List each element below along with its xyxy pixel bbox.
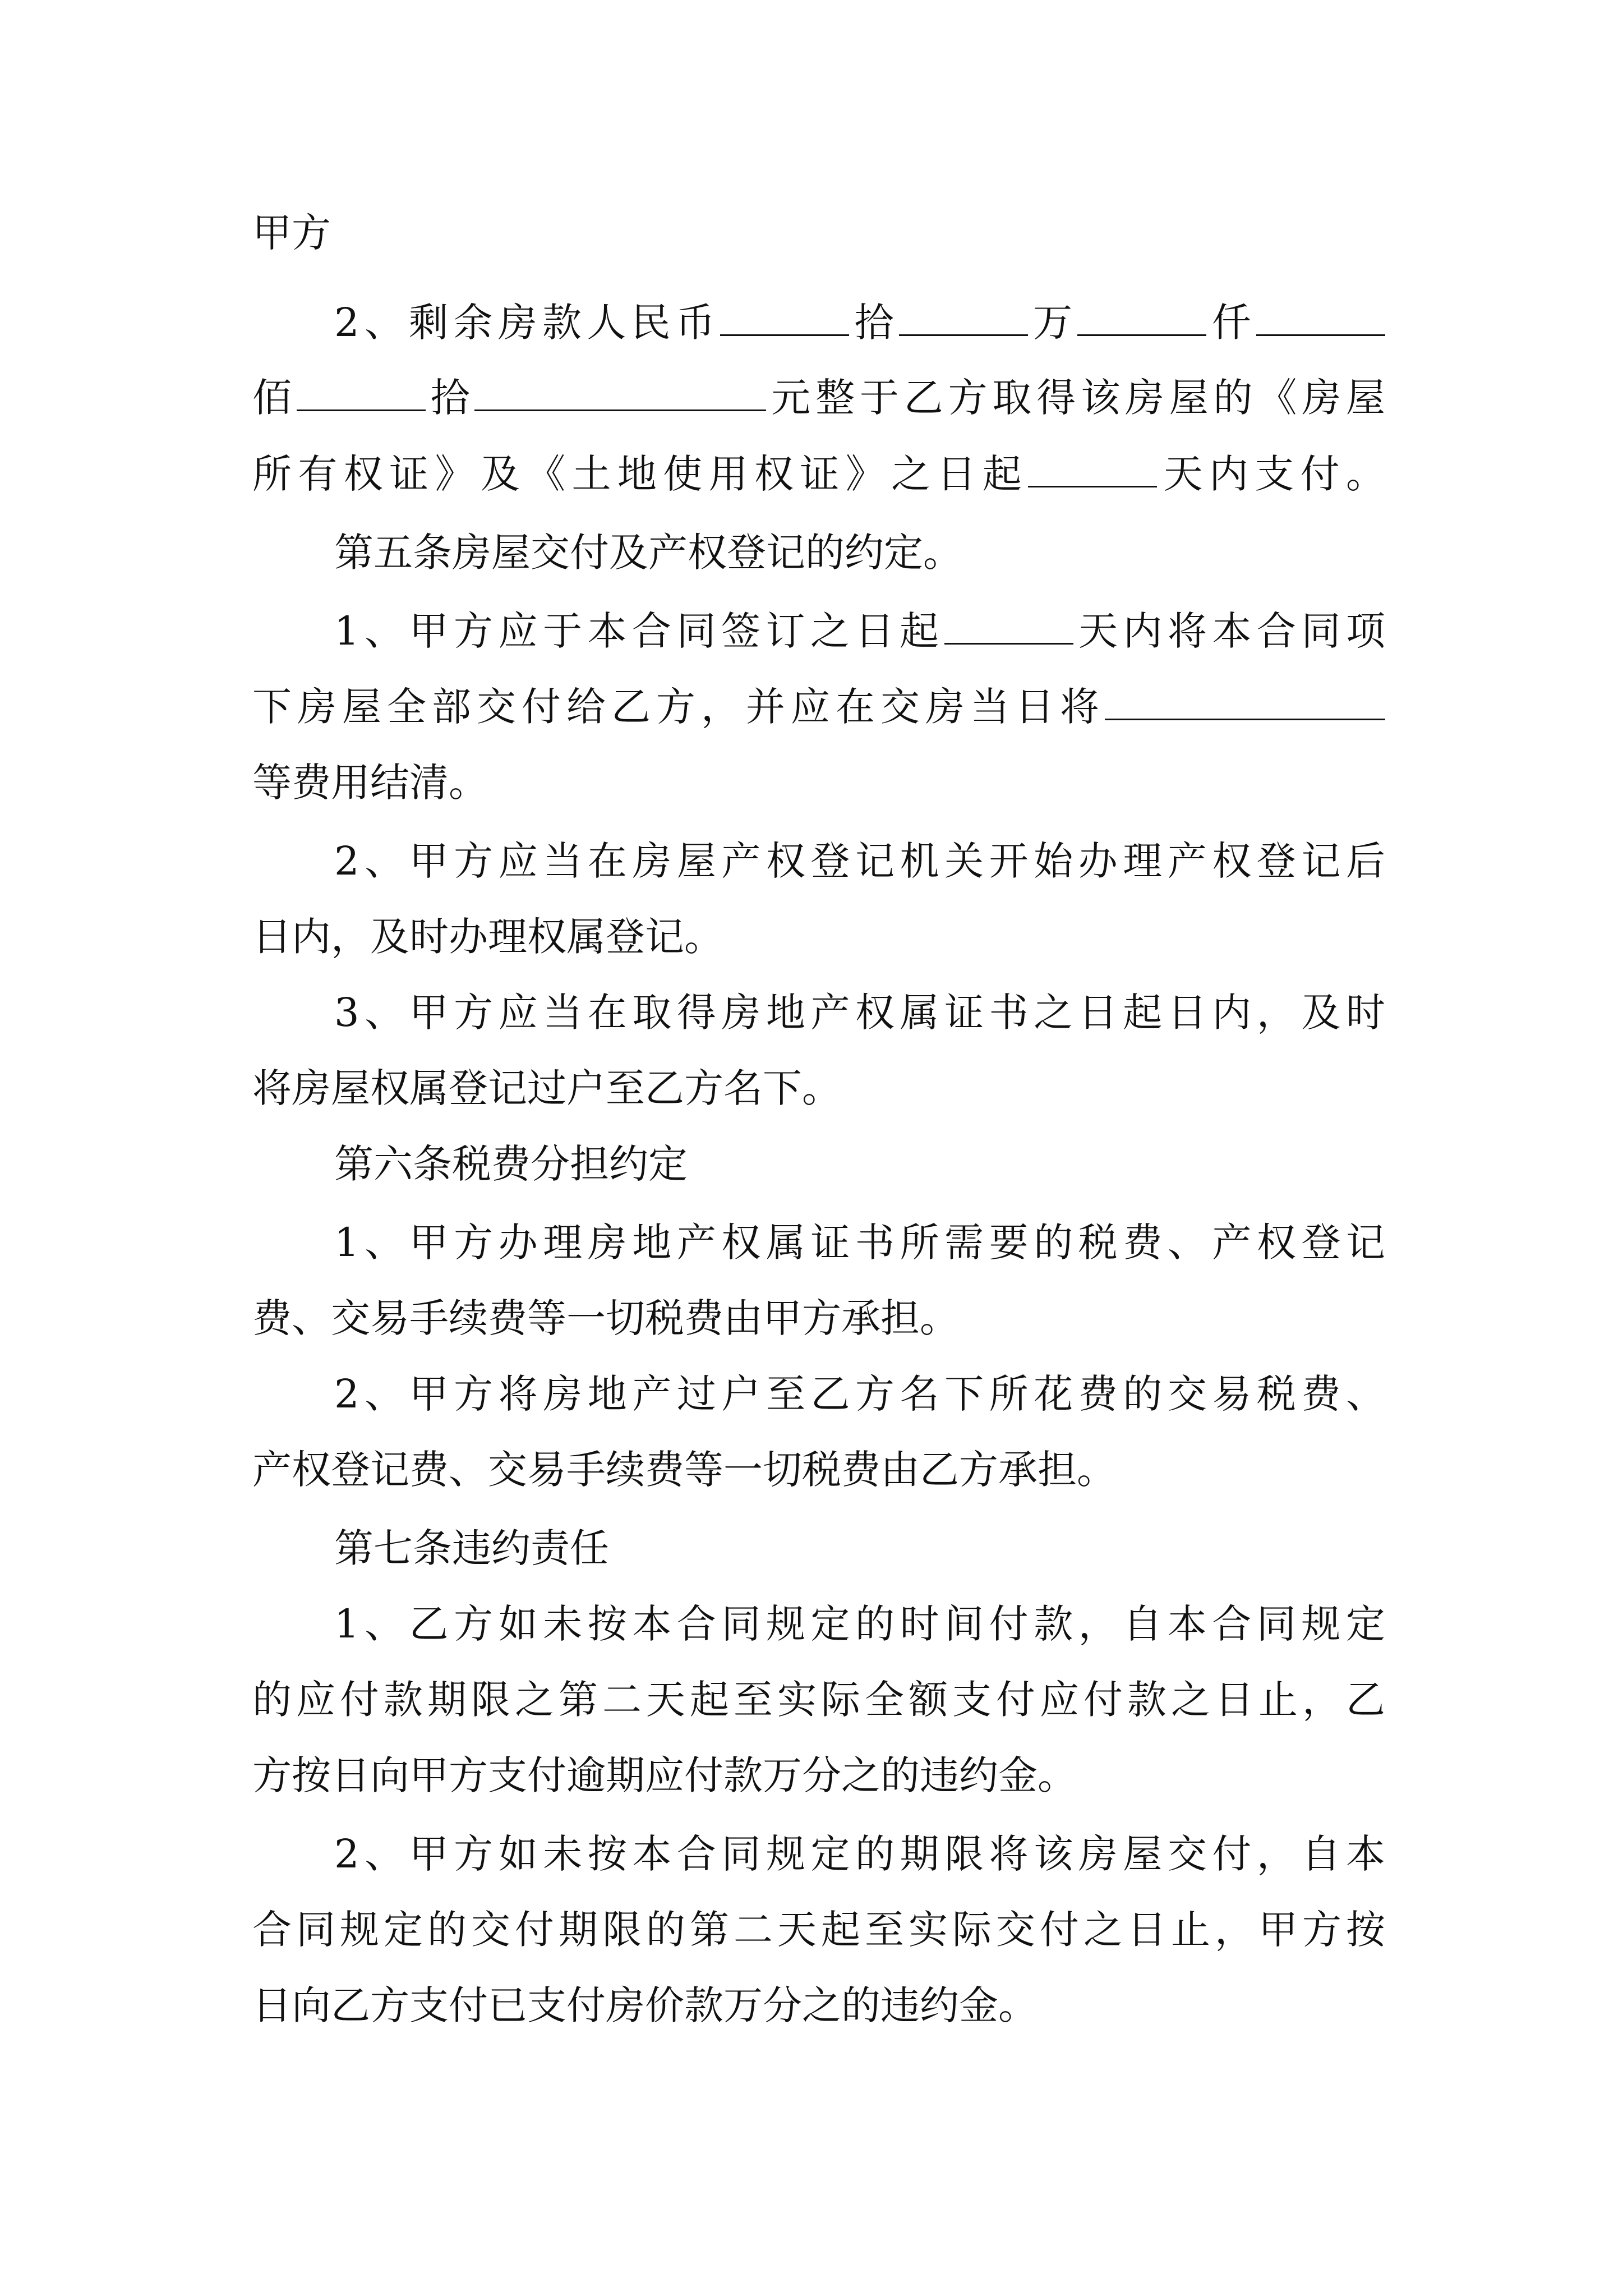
text-tax-a: 1、甲方办理房地产权属证书所需要的税费、产权登记 (334, 1220, 1385, 1266)
blank-field[interactable] (297, 377, 426, 411)
section-heading-7 (334, 1506, 1385, 1590)
text-line-breach-a-cont (252, 1888, 1385, 1972)
section-heading-6 (334, 1122, 1385, 1206)
text-unit-qian: 仟 (1206, 300, 1256, 346)
blank-field[interactable] (474, 377, 766, 411)
text-line-tax-a-cont (252, 1276, 1385, 1360)
text-certificates: 所有权证》及《土地使用权证》之日起 (252, 451, 1029, 497)
text-line-registration (334, 819, 1385, 903)
text-line-certificates (252, 432, 1385, 516)
text-unit-wan: 万 (1027, 300, 1078, 346)
text-unit-shi: 拾 (849, 300, 899, 346)
text-unit-bai: 佰 (252, 375, 297, 421)
blank-field[interactable] (899, 302, 1028, 336)
text-registration: 2、甲方应当在房屋产权登记机关开始办理产权登记后 (334, 838, 1385, 884)
blank-field[interactable] (1256, 302, 1385, 336)
text-line-breach-a (334, 1812, 1385, 1896)
blank-field[interactable] (720, 302, 849, 336)
blank-field[interactable] (1028, 453, 1157, 487)
text-line-party-a (252, 191, 1385, 275)
text-amount-cont: 元整于乙方取得该房屋的《房屋 (766, 375, 1386, 421)
text-registration-cont: 日内，及时办理权属登记。 (252, 914, 723, 960)
text-line-tax-a (334, 1200, 1385, 1285)
text-tax-b-cont: 产权登记费、交易手续费等一切税费由乙方承担。 (252, 1447, 1116, 1493)
section-heading-5 (334, 510, 1385, 595)
text-breach-a: 2、甲方如未按本合同规定的期限将该房屋交付，自本 (334, 1831, 1385, 1877)
text-breach-b-cont: 的应付款期限之第二天起至实际全额支付应付款之日止，乙 (252, 1677, 1385, 1723)
text-line-delivery (334, 589, 1385, 673)
text-line-breach-b-cont (252, 1658, 1385, 1742)
text-line-amount-cont (252, 356, 1385, 440)
text-tax-a-cont: 费、交易手续费等一切税费由甲方承担。 (252, 1295, 959, 1341)
text-line-breach-b-end (252, 1733, 1385, 1818)
text-line-registration-cont (252, 895, 1385, 979)
text-breach-b-end: 方按日向甲方支付逾期应付款万分之的违约金。 (252, 1752, 1077, 1798)
text-line-handover (252, 665, 1385, 749)
text-days-payment: 天内支付。 (1157, 451, 1386, 497)
text-breach-a-cont: 合同规定的交付期限的第二天起至实际交付之日止，甲方按 (252, 1907, 1385, 1953)
text-settle: 等费用结清。 (252, 760, 488, 806)
text-transfer: 3、甲方应当在取得房地产权属证书之日起日内，及时 (334, 990, 1385, 1036)
text-line-transfer-cont (252, 1046, 1385, 1130)
text-handover: 下房屋全部交付给乙方，并应在交房当日将 (252, 684, 1105, 730)
text-party-a: 甲方 (252, 210, 331, 256)
text-line-tax-b-cont (252, 1428, 1385, 1512)
text-delivery: 1、甲方应于本合同签订之日起 (334, 608, 944, 654)
text-delivery-days: 天内将本合同项 (1073, 608, 1385, 654)
text-transfer-cont: 将房屋权属登记过户至乙方名下。 (252, 1065, 841, 1111)
text-line-breach-a-end (252, 1963, 1385, 2047)
text-unit-shi-2: 拾 (425, 375, 475, 421)
heading-article-6: 第六条税费分担约定 (334, 1141, 688, 1187)
text-breach-b: 1、乙方如未按本合同规定的时间付款，自本合同规定 (334, 1601, 1385, 1647)
text-line-settle (252, 740, 1385, 825)
text-breach-a-end: 日向乙方支付已支付房价款万分之的违约金。 (252, 1982, 1038, 2028)
text-remaining-payment: 2、剩余房款人民币 (334, 300, 721, 346)
text-line-remaining-payment (334, 280, 1385, 365)
heading-article-5: 第五条房屋交付及产权登记的约定。 (334, 530, 962, 576)
text-line-tax-b (334, 1352, 1385, 1436)
text-tax-b: 2、甲方将房地产过户至乙方名下所花费的交易税费、 (334, 1371, 1385, 1417)
blank-field[interactable] (944, 610, 1073, 645)
heading-article-7: 第七条违约责任 (334, 1525, 609, 1571)
blank-field[interactable] (1077, 302, 1206, 336)
blank-field[interactable] (1105, 686, 1385, 720)
text-line-transfer (334, 970, 1385, 1055)
text-line-breach-b (334, 1582, 1385, 1666)
